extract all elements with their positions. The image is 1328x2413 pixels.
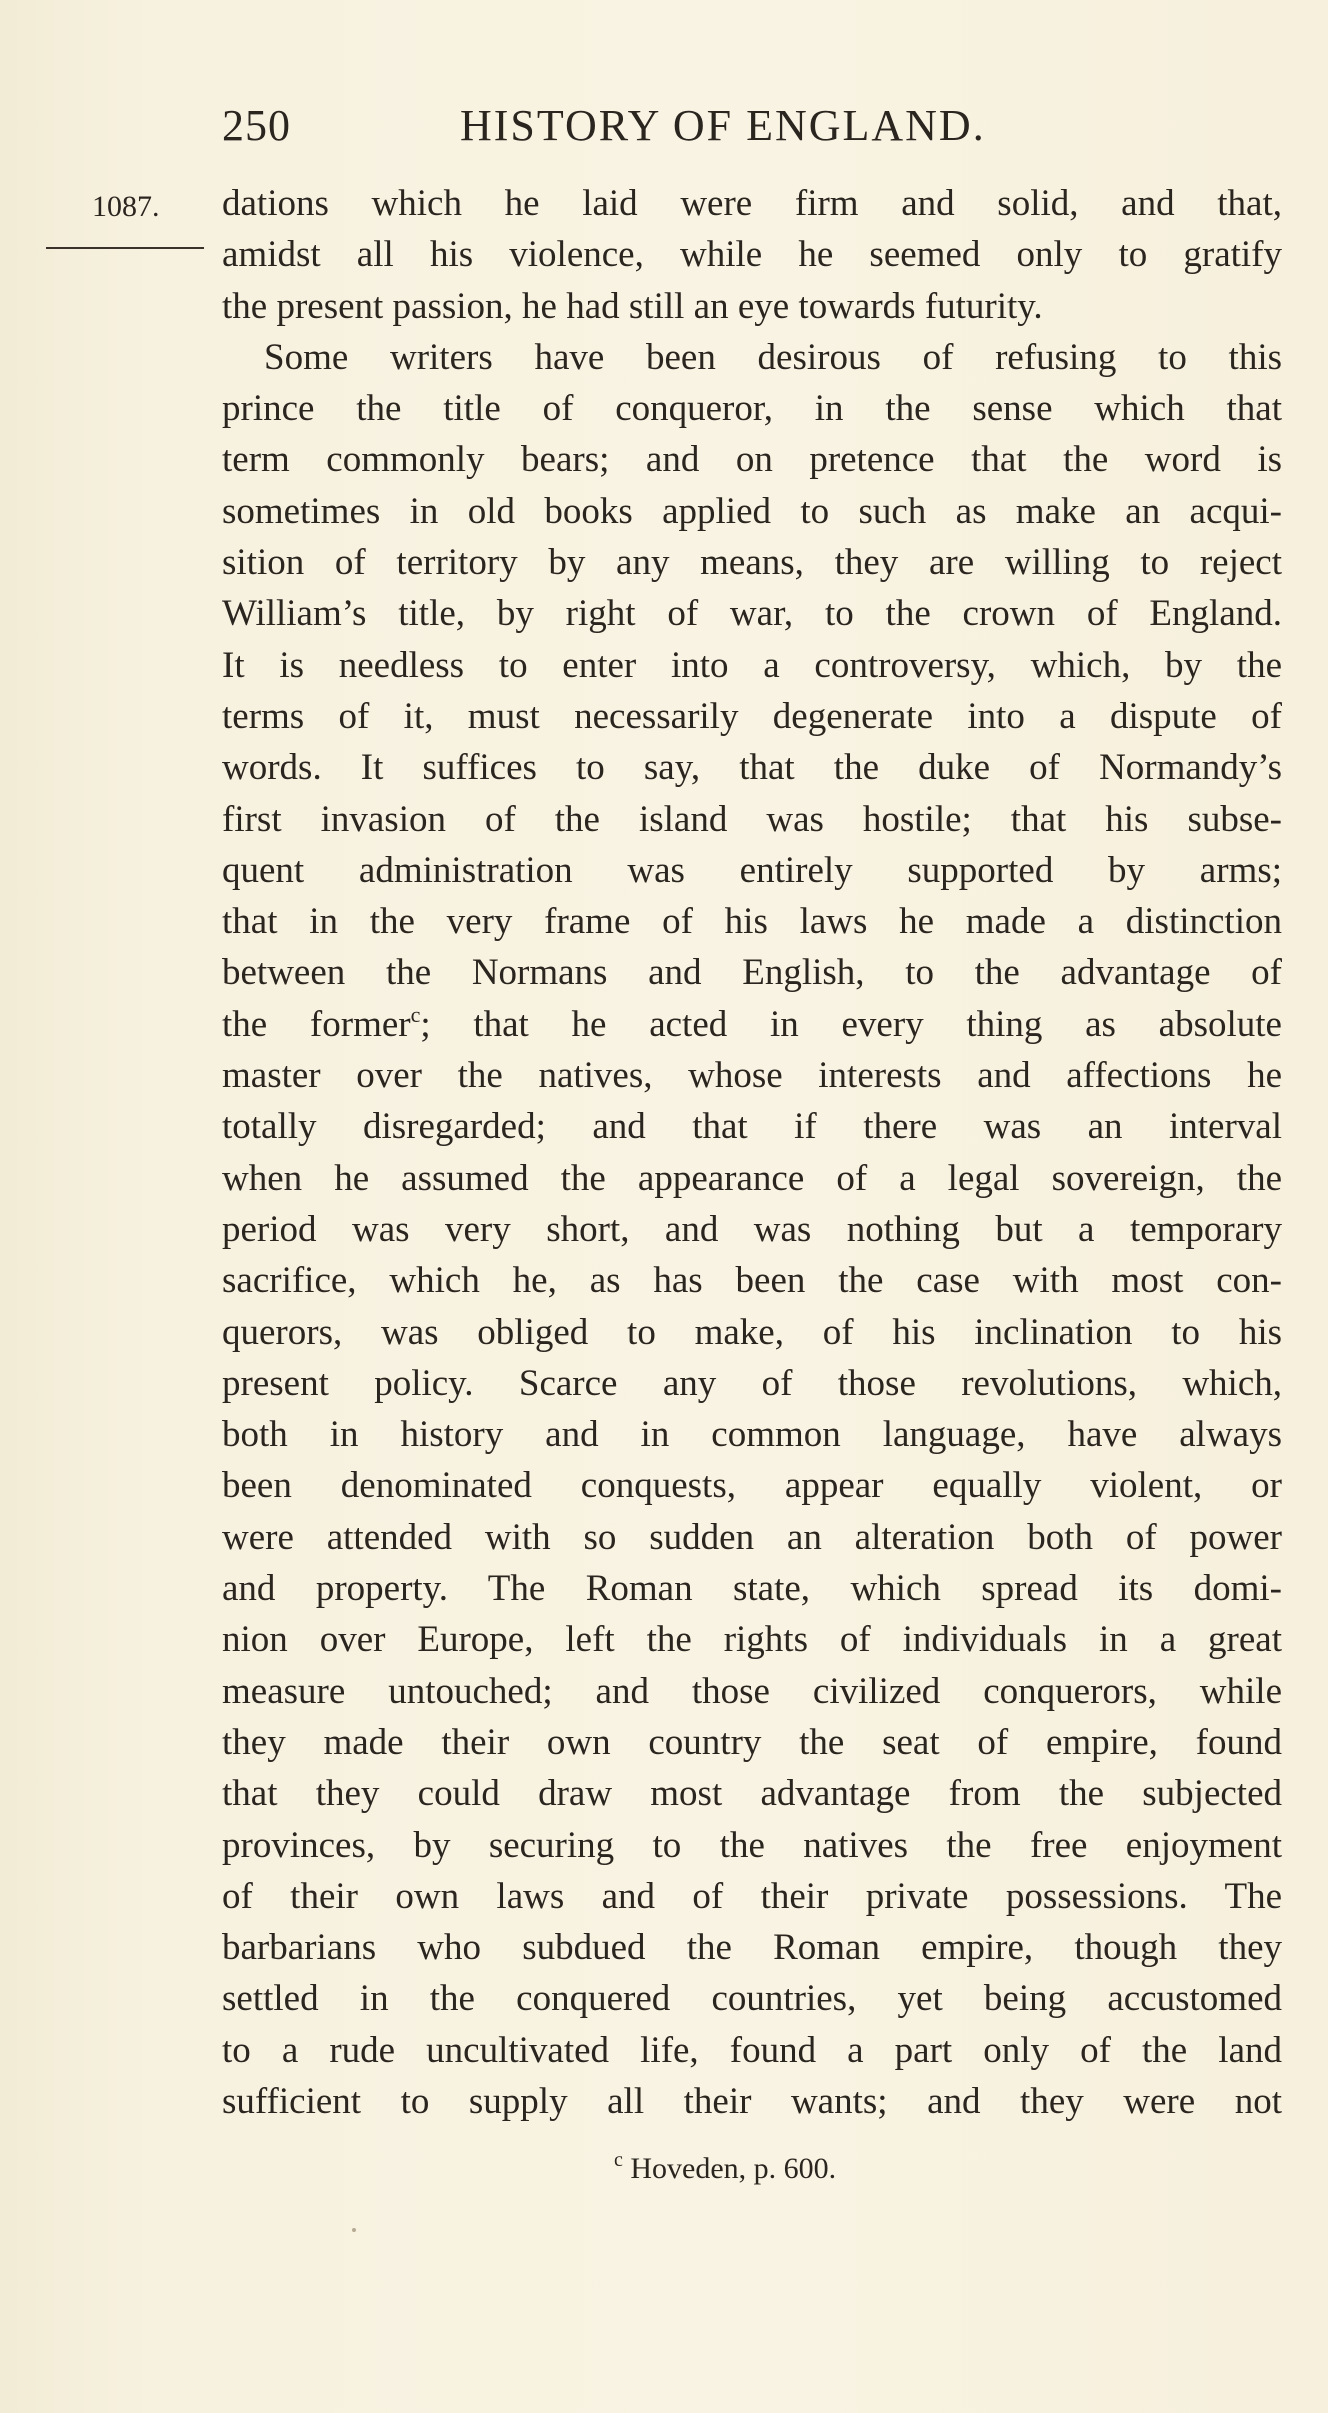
text-line: term commonly bears; and on pretence that the word is [222,439,1282,481]
text-line: present policy. Scarce any of those revolutions, which, [222,1362,1282,1404]
text-line: Some writers have been desirous of refusing to this [264,336,1282,378]
margin-year: 1087. [92,190,160,223]
text-line: It is needless to enter into a controversy, which, by the [222,644,1282,686]
text-line: and property. The Roman state, which spread its domi- [222,1568,1282,1610]
text-line: to a rude uncultivated life, found a part only of the land [222,2029,1282,2071]
text-line: were attended with so sudden an alteration both of power [222,1516,1282,1558]
running-head [222,100,1282,160]
text-line: terms of it, must necessarily degenerate into a dispute of [222,695,1282,737]
footnote-text: Hoveden, p. 600. [630,2152,837,2185]
page-title: HISTORY OF ENGLAND. [460,101,986,150]
text-line: both in history and in common language, have always [222,1414,1282,1456]
text-line: measure untouched; and those civilized conquerors, while [222,1670,1282,1712]
body-text [222,178,1282,2127]
text-line: totally disregarded; and that if there was an interval [222,1106,1282,1148]
text-line: the present passion, he had still an eye towards futurity. [222,285,1043,327]
text-line: provinces, by securing to the natives the free enjoyment [222,1824,1282,1866]
text-fragment: ; that he acted in every thing as absolute [420,1003,1282,1045]
text-line: sufficient to supply all their wants; and they were not [222,2080,1282,2122]
text-line-with-note [222,999,1282,1050]
text-line: master over the natives, whose interests and affections he [222,1055,1282,1097]
text-line: between the Normans and English, to the advantage of [222,952,1282,994]
text-line: quent administration was entirely supported by arms; [222,849,1282,891]
text-fragment: the former [222,1003,411,1045]
text-line: when he assumed the appearance of a legal sovereign, the [222,1157,1282,1199]
text-line: of their own laws and of their private possessions. The [222,1875,1282,1917]
text-line: words. It suffices to say, that the duke of Normandy’s [222,747,1282,789]
footnote-reference-mark: c [410,1001,421,1027]
paper-speck [352,2228,356,2232]
text-line: sition of territory by any means, they are willing to reject [222,542,1282,584]
text-line: sacrifice, which he, as has been the case with most con- [222,1260,1282,1302]
text-line: that they could draw most advantage from the subjected [222,1773,1282,1815]
margin-rule [46,247,204,249]
footnote-mark: c [614,2149,623,2171]
text-line: William’s title, by right of war, to the crown of England. [222,593,1282,635]
text-line: been denominated conquests, appear equally violent, or [222,1465,1282,1507]
text-line: barbarians who subdued the Roman empire, though they [222,1927,1282,1969]
text-line: sometimes in old books applied to such as make an acqui- [222,490,1282,532]
text-line: settled in the conquered countries, yet being accustomed [222,1978,1282,2020]
text-line: amidst all his violence, while he seemed only to gratify [222,234,1282,276]
text-line: prince the title of conqueror, in the sense which that [222,388,1282,430]
footnote [614,2149,837,2186]
page-number: 250 [222,101,291,150]
text-line: dations which he laid were firm and solid, and that, [222,183,1282,224]
text-line: first invasion of the island was hostile; that his subse- [222,798,1282,840]
text-line: querors, was obliged to make, of his inclination to his [222,1311,1282,1353]
text-line: they made their own country the seat of empire, found [222,1721,1282,1763]
text-line: nion over Europe, left the rights of individuals in a great [222,1619,1282,1661]
text-line: that in the very frame of his laws he made a distinction [222,901,1282,943]
text-line: period was very short, and was nothing but a temporary [222,1208,1282,1250]
